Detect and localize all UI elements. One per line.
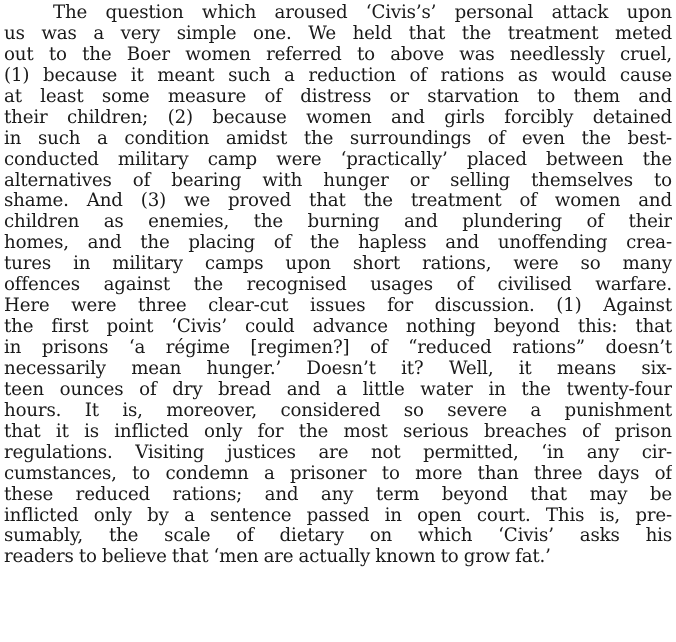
text-line: these reduced rations; and any term beyond that may be (4, 484, 672, 505)
text-line: children as enemies, the burning and plundering of their (4, 212, 672, 233)
text-line: Here were three clear-cut issues for discussion. (1) Against (4, 296, 672, 317)
text-line: tures in military camps upon short rations, were so many (4, 254, 672, 275)
text-line: (1) because it meant such a reduction of rations as would cause (4, 65, 672, 86)
text-line: inflicted only by a sentence passed in open court. This is, pre- (4, 505, 672, 526)
text-line: at least some measure of distress or starvation to them and (4, 86, 672, 107)
text-line: readers to believe that ‘men are actually known to grow fat.’ (4, 547, 551, 568)
text-line: shame. And (3) we proved that the treatment of women and (4, 191, 672, 212)
text-line: conducted military camp were ‘practically’ placed between the (4, 149, 672, 170)
text-line: hours. It is, moreover, considered so severe a punishment (4, 400, 672, 421)
text-line: in such a condition amidst the surroundings of even the best- (4, 128, 672, 149)
text-line: us was a very simple one. We held that the treatment meted (4, 23, 672, 44)
text-line: sumably, the scale of dietary on which ‘Civis’ asks his (4, 526, 672, 547)
paragraph (4, 3, 672, 568)
text-line: homes, and the placing of the hapless and unoffending crea- (4, 233, 672, 254)
text-line: the first point ‘Civis’ could advance nothing beyond this: that (4, 317, 672, 338)
text-line: The question which aroused ‘Civis’s’ personal attack upon (53, 3, 672, 23)
text-line: out to the Boer women referred to above was needlessly cruel, (4, 44, 672, 65)
text-line: teen ounces of dry bread and a little water in the twenty-four (4, 379, 672, 400)
text-line: necessarily mean hunger.’ Doesn’t it? Well, it means six- (4, 358, 672, 379)
text-line: in prisons ‘a régime [regimen?] of “reduced rations” doesn’t (4, 338, 672, 358)
text-line: alternatives of bearing with hunger or selling themselves to (4, 170, 672, 191)
text-line: their children; (2) because women and girls forcibly detained (4, 107, 672, 128)
text-line: offences against the recognised usages of civilised warfare. (4, 275, 672, 296)
text-line: regulations. Visiting justices are not permitted, ‘in any cir- (4, 442, 672, 463)
text-line: that it is inflicted only for the most serious breaches of prison (4, 421, 672, 442)
text-line: cumstances, to condemn a prisoner to more than three days of (4, 463, 672, 484)
